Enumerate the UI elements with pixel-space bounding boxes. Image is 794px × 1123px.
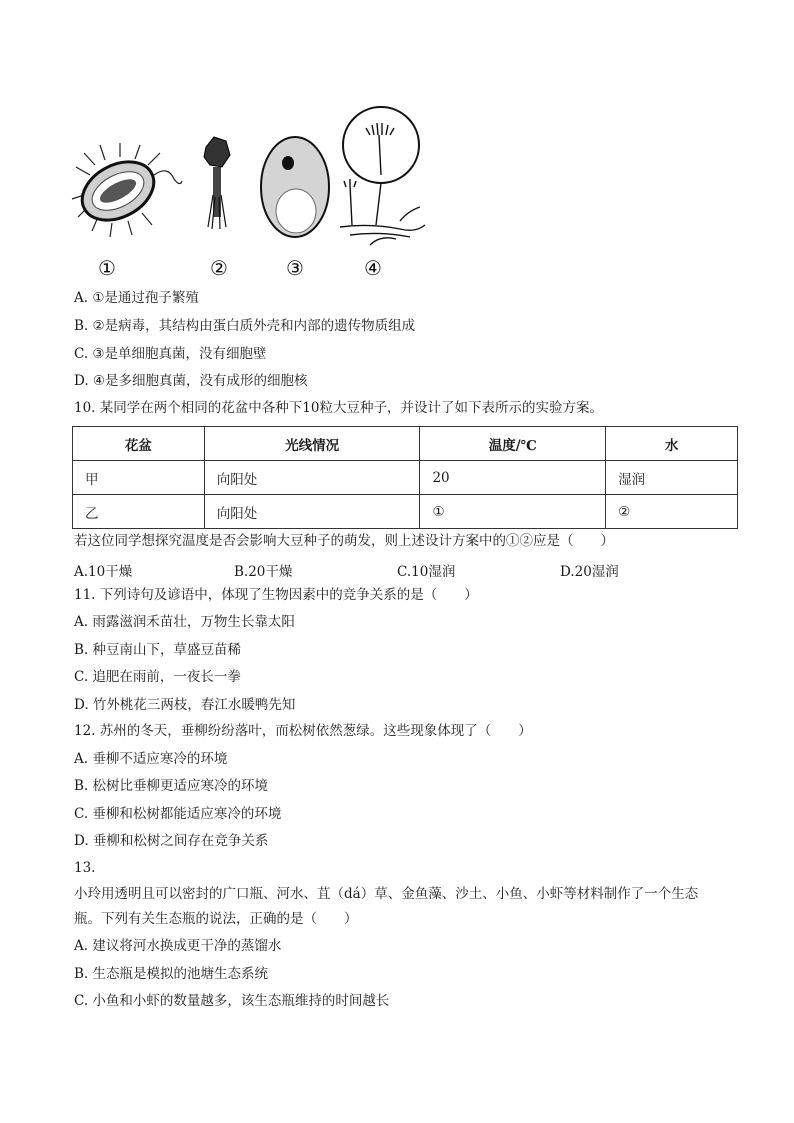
microorganism-figure — [70, 95, 440, 280]
q10-option-d: D.20湿润 — [560, 564, 619, 580]
q12-option-b: B. 松树比垂柳更适应寒冷的环境 — [74, 778, 269, 794]
table-cell: ① — [420, 495, 606, 529]
q11-stem: 11. 下列诗句及谚语中，体现了生物因素中的竞争关系的是（ ） — [74, 587, 478, 603]
q13-option-c: C. 小鱼和小虾的数量越多，该生态瓶维持的时间越长 — [74, 993, 390, 1009]
table-cell: 湿润 — [606, 461, 738, 495]
bacterium-icon — [72, 143, 182, 237]
q10-stem: 10. 某同学在两个相同的花盆中各种下10粒大豆种子，并设计了如下表所示的实验方案。 — [74, 400, 603, 416]
q9-option-b: B. ②是病毒，其结构由蛋白质外壳和内部的遗传物质组成 — [74, 318, 416, 334]
table-cell: 20 — [420, 461, 606, 495]
table-header: 温度/℃ — [420, 427, 606, 461]
q12-option-d: D. 垂柳和松树之间存在竞争关系 — [74, 833, 269, 849]
experiment-table — [72, 426, 738, 529]
q10-option-c: C.10湿润 — [397, 564, 456, 580]
table-cell: ② — [606, 495, 738, 529]
table-cell: 向阳处 — [204, 495, 420, 529]
q9-option-c: C. ③是单细胞真菌，没有细胞壁 — [74, 346, 267, 362]
table-cell: 乙 — [73, 495, 205, 529]
q13-stem-line1: 小玲用透明且可以密封的广口瓶、河水、苴（dá）草、金鱼藻、沙土、小鱼、小虾等材料制作了一个生态 — [74, 886, 699, 902]
q10-option-b: B.20干燥 — [234, 564, 293, 580]
table-cell: 甲 — [73, 461, 205, 495]
q11-option-a: A. 雨露滋润禾苗壮，万物生长靠太阳 — [74, 614, 295, 630]
q11-option-c: C. 追肥在雨前，一夜长一拳 — [74, 669, 241, 685]
figure-label-1: ① — [98, 256, 116, 280]
q12-stem: 12. 苏州的冬天，垂柳纷纷落叶，而松树依然葱绿。这些现象体现了（ ） — [74, 723, 532, 739]
table-header: 光线情况 — [204, 427, 420, 461]
q13-option-a: A. 建议将河水换成更干净的蒸馏水 — [74, 938, 282, 954]
table-header: 花盆 — [73, 427, 205, 461]
q9-option-d: D. ④是多细胞真菌，没有成形的细胞核 — [74, 373, 308, 389]
q13-number: 13. — [74, 860, 96, 876]
table-row — [73, 461, 738, 495]
bacteriophage-virus-icon — [204, 137, 230, 229]
table-row — [73, 495, 738, 529]
figure-label-3: ③ — [286, 256, 304, 280]
table-header-row — [73, 427, 738, 461]
table-header: 水 — [606, 427, 738, 461]
q11-option-d: D. 竹外桃花三两枝，春江水暖鸭先知 — [74, 697, 296, 713]
yeast-cell-icon — [261, 137, 329, 237]
q10-option-a: A.10干燥 — [74, 564, 133, 580]
figure-label-2: ② — [210, 256, 228, 280]
mold-fungus-icon — [340, 107, 425, 245]
q9-option-a: A. ①是通过孢子繁殖 — [74, 290, 199, 306]
q12-option-a: A. 垂柳不适应寒冷的环境 — [74, 751, 228, 767]
q10-question: 若这位同学想探究温度是否会影响大豆种子的萌发，则上述设计方案中的①②应是（ ） — [74, 533, 614, 549]
q13-stem-line2: 瓶。下列有关生态瓶的说法，正确的是（ ） — [74, 911, 358, 927]
q12-option-c: C. 垂柳和松树都能适应寒冷的环境 — [74, 806, 282, 822]
table-cell: 向阳处 — [204, 461, 420, 495]
q11-option-b: B. 种豆南山下，草盛豆苗稀 — [74, 642, 242, 658]
figure-label-4: ④ — [364, 256, 382, 280]
q13-option-b: B. 生态瓶是模拟的池塘生态系统 — [74, 966, 269, 982]
